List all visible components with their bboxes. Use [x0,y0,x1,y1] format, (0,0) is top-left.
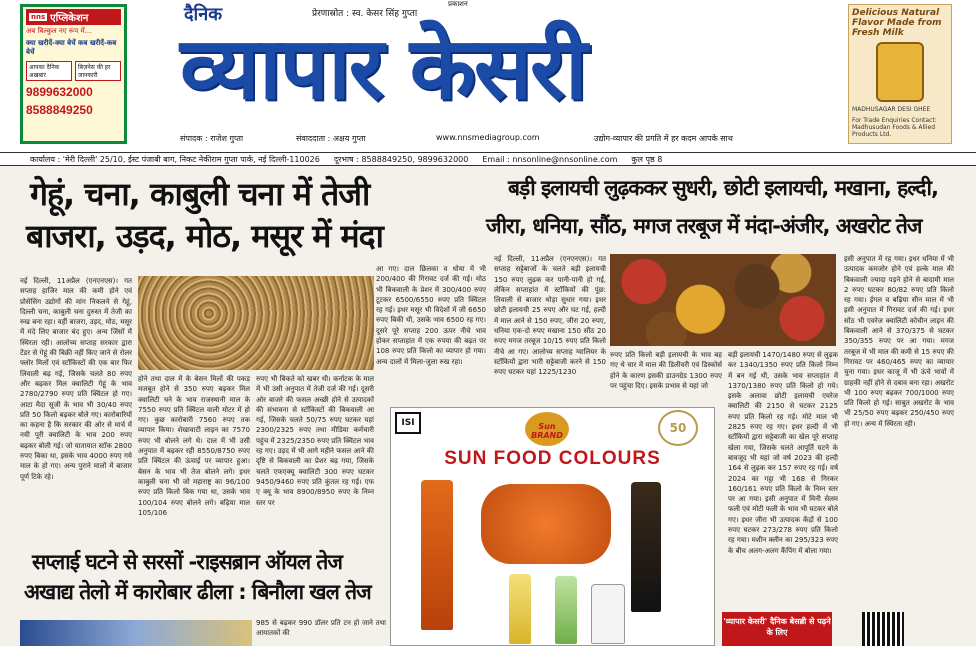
nns-logo: nns [31,13,46,21]
qr-code-icon[interactable] [862,612,904,646]
sun-food-colours-ad[interactable] [390,407,715,646]
yellow-bottle-image [509,574,531,644]
info-bar [0,152,976,166]
ad-brand: एप्लिकेशन [50,13,89,24]
ad-nns-application[interactable] [20,4,127,144]
powder-jar-image [481,484,611,564]
story1-col-4: आ गए। दाल छिलका व धोया में भी 200/400 की गिरावट दर्ज की गई। मोठ भी बिकवाली के प्रेशर में 300/400 रुपए टूटकर 6500/6550 रुपए प्रति क्विंटल रह गई। इधर मसूर भी विदेशों में जी 6650 रुपए बिकी थी, उसके भाव 6500 रह गए। दूसरे पूरे सप्ताह 200 ऊपर नीचे भाव होकर सप्ताहांत में एक रुपया की बढ़त पर 108 रुपए प्रति किलो का व्यापार हो गया। अन्य दालों में मिला-जुला रुख रहा। [376,265,486,366]
editor-credit: संपादक : राजेश गुप्ता [180,134,244,143]
ad-offer: क्या खरीदें-क्या बेचें कब खरीदें-कब बेचें [26,39,117,56]
ad-right-brand: MADHUSAGAR DESI GHEE [852,106,931,113]
story3-headline-2: अखाद्य तेलो में कारोबार ढीला : बिनौला खल तेज [24,580,371,604]
green-bottle-image [555,576,577,644]
isi-mark: ISI [395,412,421,434]
sun-ad-title: SUN FOOD COLOURS [444,448,661,469]
story2-col-4: इसी अनुपात में रह गया। इधर धनिया में भी उत्पादक कमजोर होने एवं हल्के माल की बिकवाली ज्यादा पड़ने होने से बादामी माल 2 रुपए घटकर 80/82 रुपए प्रति किलो रह गया। ईगल व बढ़िया सीन माल में भी इसी अनुपात में गिरावट दर्ज की गई। इधर सोंठ भी एवरेज क्वालिटी कोचीन लाइन की बिकवाली आने से 370/375 से घटकर 350/355 रुपए पर आ गया। मगज तरबूज में भी माल की कमी से 15 रुपए की गिरावट पर 460/465 रुपए का व्यापार चुना गया। इधर काजू में भी ऊंचे भावों में ग्राहकी नहीं होने से दबाव बना रहा। अखरोट भी 100 रुपए बढ़कर 700/1000 रुपए प्रति किलो हो गई। साबुत अखरोट के भाव भी 25/50 रुपए बढ़कर 250/450 रुपए हो गए। अन्य में स्थिरता रही। [844,255,954,428]
correspondent-credit: संवाददाता : अक्षय गुप्ता [296,134,366,143]
white-jar-image [591,584,625,644]
ad-mini-2: बिज़नेस की हर जानकारी [75,61,121,81]
masthead-inspiration: प्रेरणास्रोत : स्व. केसर सिंह गुप्ता [312,9,418,19]
story3-col: 985 से बढ़कर 990 डॉलर प्रति टन हो जाने तथा आयातकों की [256,619,386,638]
newspaper-title: व्यापार केसरी [180,19,586,119]
grains-photo [138,276,374,370]
oil-photo [20,620,252,646]
story2-headline-1: बड़ी इलायची लुढ़ककर सुधरी, छोटी इलायची, मखाना, हल्दी, [508,176,938,200]
page-count: कुल पृष्ठ 8 [631,154,663,164]
story2-headline-2: जीरा, धनिया, सौंठ, मगज तरबूज में मंदा-अंजीर, अखरोट तेज [486,214,922,238]
story3-headline-1: सप्लाई घटने से सरसों -राइसब्रान ऑयल तेज [32,550,342,574]
email-address[interactable]: Email : nnsonline@nnsonline.com [482,154,618,164]
ad-phone-2: 8588849250 [26,103,93,117]
story2-col-3: बड़ी इलायची 1470/1480 रुपए से लुढ़क कर 1340/1350 रुपए प्रति किलो निम्न में बन गई थी, उसके भाव सप्ताहांत में 1370/1380 रुपए प्रति किलो हो गये। इसके अलावा छोटी इलायची एवरेज क्वालिटी की 2150 से घटकर 2125 रुपए प्रति किलो रह गई। मोटे माल भी 2825 रुपए रह गए। इधर हल्दी में भी स्टॉकियों द्वारा सट्टेबाजी का खेल पूरे सप्ताह खेला गया, जिसके चलते आपूर्ति घटने के बावजूद भी यहां जो वर्ष 2023 की हल्दी 164 से लुढ़क कर 157 रुपए रह गई। वर्ष 2024 का गट्ठा भी 168 से गिरकर 160/161 रुपए प्रति किलो के निम्न स्तर पर आ गया। इसी अनुपात में मिनी सेलम फली एवं मोटी फली के भाव भी घटकर बोले गए। इधर जीरा भी उत्पादक केंद्रों से 100 रुपए घटकर 273/278 रुपए प्रति किलो रह गया। मशीन क्लीन का 295/323 रुपए के बीच अलग-अलग कैंपिंग में बोला गया। [728,351,838,555]
slogan: उद्योग-व्यापार की प्रगति में हर कदम आपके साथ [594,134,733,143]
phone-numbers: दूरभाष : 8588849250, 9899632000 [333,154,469,164]
masthead-publisher: प्रकाशन [448,0,468,8]
ad-madhusagar-ghee[interactable] [848,4,952,144]
subscription-ad[interactable]: 'व्यापार केसरी' दैनिक बेसब्री से पढ़ने के लिए [722,612,832,646]
anniversary-badge: 50 [658,410,698,446]
story1-headline-2: बाजरा, उड़द, मोठ, मसूर में मंदा [26,217,383,255]
story1-col-3: रुपए भी बिकते को खबर थी। कर्नाटक के माल में भी उसी अनुपात में तेजी दर्ज की गई। दूसरी ओर बाजरे की फसल अच्छी होने से उत्पादकों की संभावना से स्टॉकिस्टों की बिकवाली आ गई, जिसके चलते 50/75 रुपए घटकर यहां 2300/2325 रुपए तथा मीडिया कर्मचारी पहुंच में 2325/2350 रुपए प्रति क्विंटल भाव रह गए। उड़द में भी आगे महीने फसल आने की दृष्टि से बिकवाली का प्रेशर बढ़ गया, जिसके चलते एफएक्यू क्वालिटी 300 रुपए घटकर 9450/9460 रुपए प्रति कुंतल रह गई। एफ ए क्यू के भाव 8900/8950 रुपए के निम्न स्तर पर [256,375,374,507]
ad-mini-1: आपका दैनिक अखबार [26,61,72,81]
ad-tagline: अब बिल्कुल नए रूप में... [26,27,92,35]
dark-bottle-image [631,482,661,612]
story2-col-2: रुपए प्रति किलो बड़ी इलायची के भाव बह गए थे चार में माल की डिलीवरी एवं डिस्कोर्स होने के कारण इसकी डाउनग्रेड 1300 रुपए पर पहुंचा दिए। इसके प्रभाव से यहां जो [610,351,722,390]
ad-right-contact: For Trade Enquiries Contact: Madhusudan Foods & Allied Products Ltd. [852,117,937,138]
story1-col-2: होने तथा दाल में के बेसन मिलों की पकड़ मजबूत होने से 350 रुपए बढ़कर मिल क्वालिटी चने के भाव राजस्थानी माल के 7550 रुपए प्रति क्विंटल वाली मोटर में हो गए। कुछ कारोबारी 7560 रुपए तक व्यापार किया। शेखावाटी लाइन का 7570 रुपए भी बोलने लगे थे। दाल में भी उसी अनुपात में बढ़कर रही 8550/8750 रुपए प्रति क्विंटल की ऊंचाई पर व्यापार हुआ। बेसन के भाव भी तेज बोलने लगे। इधर काबुली चना भी जो महाराष्ट्र का 96/100 रुपए प्रति किलो बिक गया था, उसके भाव 100/104 रुपए बोलने लगे। बढ़िया माल 105/106 [138,375,250,517]
spices-photo [610,254,836,346]
website-link[interactable]: www.nnsmediagroup.com [436,133,540,142]
ghee-jar-image [876,42,924,102]
orange-bottle-image [421,480,453,630]
story1-headline-1: गेहूं, चना, काबुली चना में तेजी [30,175,370,213]
office-address: कार्यालय : 'मेरी दिल्ली' 25/10, ईस्ट पंजाबी बाग, निकट नेकीराम गुप्ता पार्क, नई दिल्ली-110026 [30,154,320,164]
masthead-dainik: दैनिक [184,4,223,25]
masthead [0,0,976,152]
ad-right-heading: Delicious Natural Flavor Made from Fresh Milk [852,8,942,38]
story2-col-1: नई दिल्ली, 11अप्रैल (एनएनएस)। गत सप्ताह सट्टेबाजों के चलते बड़ी इलायची 150 रुपए लुढ़क कर पानी-पानी हो गई, लेकिन सप्ताहांत में स्टॉकियों की पूंछ: लिवाली से बाजार थोड़ा सुधार गया। इधर छोटी इलायची 25 रुपए और घट गई, हल्दी में माल आने से 150 रुपए, जीरा 20 रुपए, धनिया एक-दो रुपए मखाना 150 सौंठ 20 रुपए मगज तरबूज 10/15 रुपए प्रति किलो नीचे आ गए। आलोच्य सप्ताह ग्वालियर के स्टॉकियों द्वारा भारी सट्टेबाजी करने से 150 रुपए घटकर यहां 1225/1230 [494,255,606,377]
story1-col-1: नई दिल्ली, 11अप्रैल (एनएनएस)। गत सप्ताह हाजिर माल की कमी होने एवं प्रोसेसिंग उद्योगों की मांग निकलने से गेहूं, दिल्ली चना, काबुली चना दुरुस्त में तेजी का रुख बना रहा। वहीं बाजरा, उड़द, मोठ, मसूर में मंदे लिए बाजार बंद हुए। अन्य जिंसों में स्थिरता रही। आलोच्य सप्ताह सरकार द्वारा टेंडर से गेहूं की बिक्री नहीं किए जाने से रोलर फ्लोर मिलों एवं स्टॉकिस्टों की एक बार फिर लिवाली बढ़ गई, जिसके चलते 80 रुपए और बढ़कर मिल क्वालिटी गेहूं के भाव 2780/2790 रुपए प्रति क्विंटल हो गए। आटा मैदा सूजी के भाव भी 30/40 रुपए प्रति 50 किलो बढ़कर बोले गए। कारोबारियों का कहना है कि सरकार की ओर से मार्च में नयी पूरी क्वालिटी के भाव 200 रुपए बढ़कर बोली गई। जो यातायात स्टॉक 2800 रुपए बिका था, इसके भाव 4000 रुपए गये माल के हो गए। अन्य पुराने मालों में बाजार पूर्ण टिके रहे। [20,277,132,481]
sun-brand-logo: Sun BRAND [525,412,569,446]
ad-phone-1: 9899632000 [26,85,93,99]
